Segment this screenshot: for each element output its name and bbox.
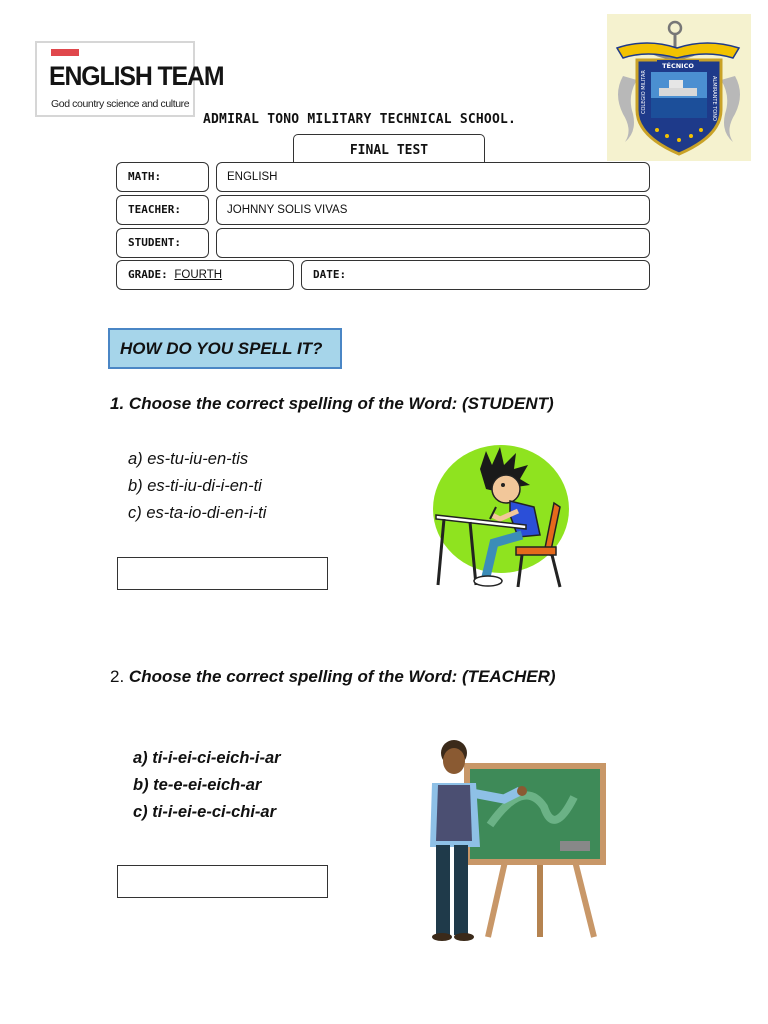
date-label: DATE:	[313, 268, 347, 281]
teacher-illustration	[424, 737, 608, 943]
math-value: ENGLISH	[227, 171, 278, 183]
student-label-box	[116, 228, 209, 258]
student-illustration	[430, 445, 572, 593]
crest-right-text: ALMIRANTE TONO	[711, 76, 717, 121]
date-field[interactable]	[301, 260, 650, 290]
date-value	[346, 269, 356, 281]
question-1-number: 1.	[110, 394, 125, 413]
question-1-prompt: Choose the correct spelling of the Word: (STUDENT)	[128, 394, 554, 413]
student-field[interactable]	[216, 228, 650, 258]
crest-left-text: COLEGIO MILITAR	[641, 70, 647, 114]
teacher-label-box	[116, 195, 209, 225]
q1-answer-box[interactable]	[117, 557, 328, 590]
q2-option-b: b) te-e-ei-eich-ar	[133, 776, 262, 794]
question-2-prompt: Choose the correct spelling of the Word: (TEACHER)	[128, 667, 556, 686]
teacher-field[interactable]	[216, 195, 650, 225]
question-1	[110, 394, 554, 414]
q2-option-c: c) ti-i-ei-e-ci-chi-ar	[133, 803, 277, 821]
grade-field[interactable]	[116, 260, 294, 290]
math-field[interactable]	[216, 162, 650, 192]
grade-value: FOURTH	[174, 269, 223, 281]
english-team-logo	[35, 41, 224, 117]
teacher-at-board-icon	[424, 737, 608, 943]
logo-subtitle: God country science and culture	[51, 98, 190, 110]
logo-title: ENGLISH TEAM	[49, 61, 224, 91]
q2-option-a: a) ti-i-ei-ci-eich-i-ar	[133, 749, 281, 767]
student-at-desk-icon	[430, 445, 572, 593]
math-label-box	[116, 162, 209, 192]
student-label: STUDENT:	[128, 236, 181, 249]
question-2-number: 2.	[110, 667, 125, 686]
crest-banner-text: TÉCNICO	[662, 62, 694, 70]
q1-option-a: a) es-tu-iu-en-tis	[128, 450, 249, 468]
q1-option-c: c) es-ta-io-di-en-i-ti	[128, 504, 267, 522]
q2-answer-box[interactable]	[117, 865, 328, 898]
math-label: MATH:	[128, 170, 162, 183]
teacher-value: JOHNNY SOLIS VIVAS	[227, 204, 348, 216]
grade-label: GRADE:	[128, 268, 168, 281]
crest-emblem-icon	[607, 14, 751, 161]
question-2	[110, 667, 556, 687]
q1-option-b: b) es-ti-iu-di-i-en-ti	[128, 477, 262, 495]
section-heading: HOW DO YOU SPELL IT?	[108, 328, 342, 369]
school-name: ADMIRAL TONO MILITARY TECHNICAL SCHOOL.	[203, 112, 517, 127]
teacher-label: TEACHER:	[128, 203, 181, 216]
school-crest	[607, 14, 751, 161]
logo-accent-bar	[51, 49, 79, 56]
final-test-title: FINAL TEST	[293, 134, 485, 163]
